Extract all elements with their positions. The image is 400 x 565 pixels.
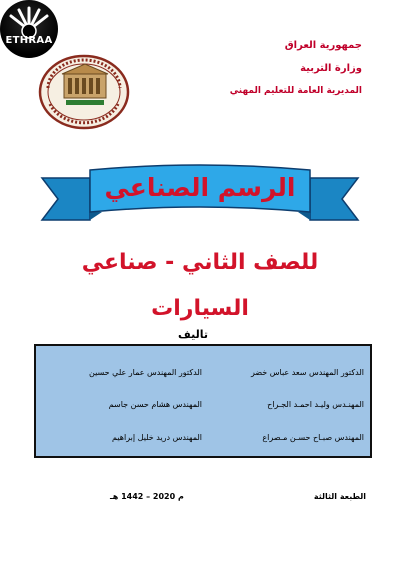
- country-name: جمهورية العراق: [284, 40, 362, 51]
- author-name: المهندس صبـاح حسـن مـصراع: [262, 433, 364, 442]
- author-name: المهندس دريد خليل إبراهيم: [112, 433, 202, 442]
- authored-by-label: تاليف: [178, 328, 208, 341]
- edition-label: الطبعة الثالثة: [313, 492, 366, 501]
- book-title: الرسم الصناعي: [104, 173, 296, 202]
- specialization-subtitle: السيارات: [151, 296, 249, 321]
- grade-subtitle: للصف الثاني - صناعي: [81, 250, 319, 275]
- logo-text: ETHRAA: [5, 35, 53, 46]
- authors-box: [34, 344, 372, 458]
- directorate-name: المديرية العامة للتعليم المهني: [229, 86, 362, 96]
- author-name: الدكتور المهندس سعد عباس خضر: [250, 368, 364, 377]
- publication-year: م 2020 – 1442 هـ: [110, 492, 184, 501]
- author-name: المهندس هشام حسن جاسم: [108, 400, 202, 409]
- ministry-name: وزارة التربية: [300, 63, 362, 74]
- author-name: المهنـدس وليـد احمـد الجـراح: [267, 400, 364, 409]
- author-name: الدكتور المهندس عمار علي حسين: [89, 368, 202, 377]
- ministry-seal: [24, 44, 136, 136]
